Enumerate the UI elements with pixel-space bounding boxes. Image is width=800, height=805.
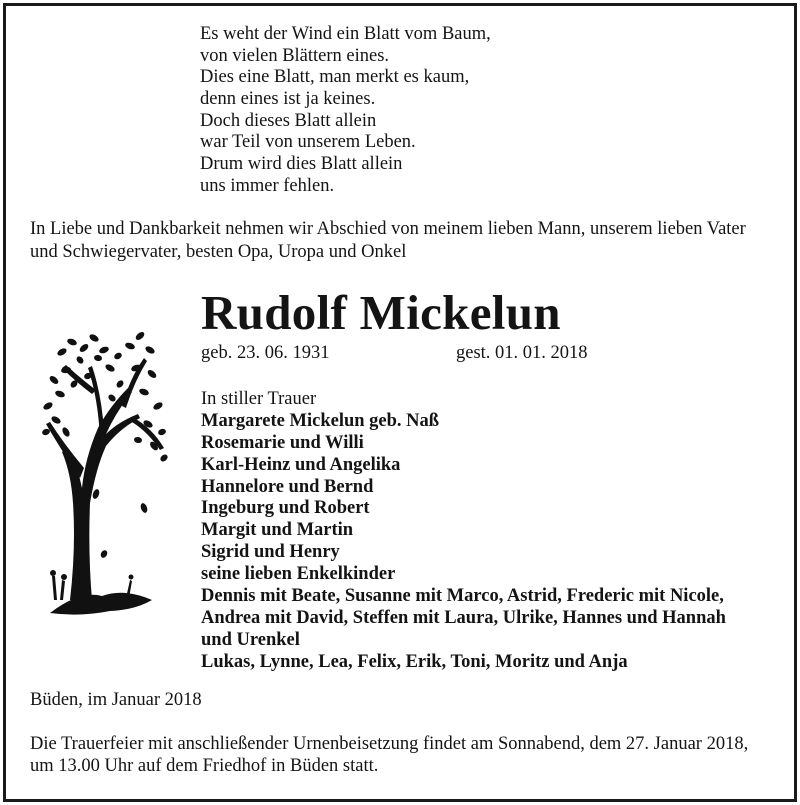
mourner-line: Margarete Mickelun geb. Naß (201, 410, 440, 431)
mourner-line: Margit und Martin (201, 520, 354, 541)
death-date: gest. 01. 01. 2018 (456, 343, 588, 363)
poem-line: Es weht der Wind ein Blatt vom Baum, (200, 24, 491, 44)
funeral-line: Die Trauerfeier mit anschließender Urnenbeisetzung findet am Sonnabend, dem 27. Januar 2018, (30, 734, 749, 754)
poem-line: denn eines ist ja keines. (200, 89, 376, 110)
mourner-line: Hannelore und Bernd (201, 476, 374, 497)
poem-line: Dies eine Blatt, man merkt es kaum, (200, 67, 470, 88)
mourner-line: Dennis mit Beate, Susanne mit Marco, Astrid, Frederic mit Nicole, (201, 586, 724, 607)
mourner-line: Lukas, Lynne, Lea, Felix, Erik, Toni, Moritz und Anja (201, 651, 628, 672)
poem-line: Drum wird dies Blatt allein (200, 154, 403, 175)
place-date: Büden, im Januar 2018 (30, 690, 202, 710)
mourner-line: Andrea mit David, Steffen mit Laura, Ulrike, Hannes und Hannah (201, 607, 726, 628)
mourners-list (201, 389, 726, 674)
tree-icon (40, 328, 170, 618)
poem (200, 24, 491, 198)
mourner-line: Sigrid und Henry (201, 542, 340, 563)
poem-line: Doch dieses Blatt allein (200, 110, 377, 131)
birth-date: geb. 23. 06. 1931 (201, 343, 330, 363)
intro-line: In Liebe und Dankbarkeit nehmen wir Abschied von meinem lieben Mann, unserem lieben Vater (30, 219, 746, 239)
poem-line: war Teil von unserem Leben. (200, 132, 416, 153)
funeral-line: um 13.00 Uhr auf dem Friedhof in Büden statt. (30, 756, 379, 776)
mourner-line: Rosemarie und Willi (201, 432, 364, 453)
poem-line: uns immer fehlen. (200, 175, 335, 196)
mourner-line: Ingeburg und Robert (201, 498, 370, 519)
mourner-line: seine lieben Enkelkinder (201, 564, 396, 585)
mourning-heading: In stiller Trauer (201, 389, 317, 409)
funeral-info (30, 734, 748, 778)
poem-line: von vielen Blättern eines. (200, 45, 390, 66)
deceased-name: Rudolf Mickelun (201, 285, 561, 340)
intro-line: und Schwiegervater, besten Opa, Uropa und Onkel (30, 242, 407, 262)
mourner-line: und Urenkel (201, 629, 300, 650)
mourner-line: Karl-Heinz und Angelika (201, 454, 401, 475)
intro-text (30, 219, 746, 265)
